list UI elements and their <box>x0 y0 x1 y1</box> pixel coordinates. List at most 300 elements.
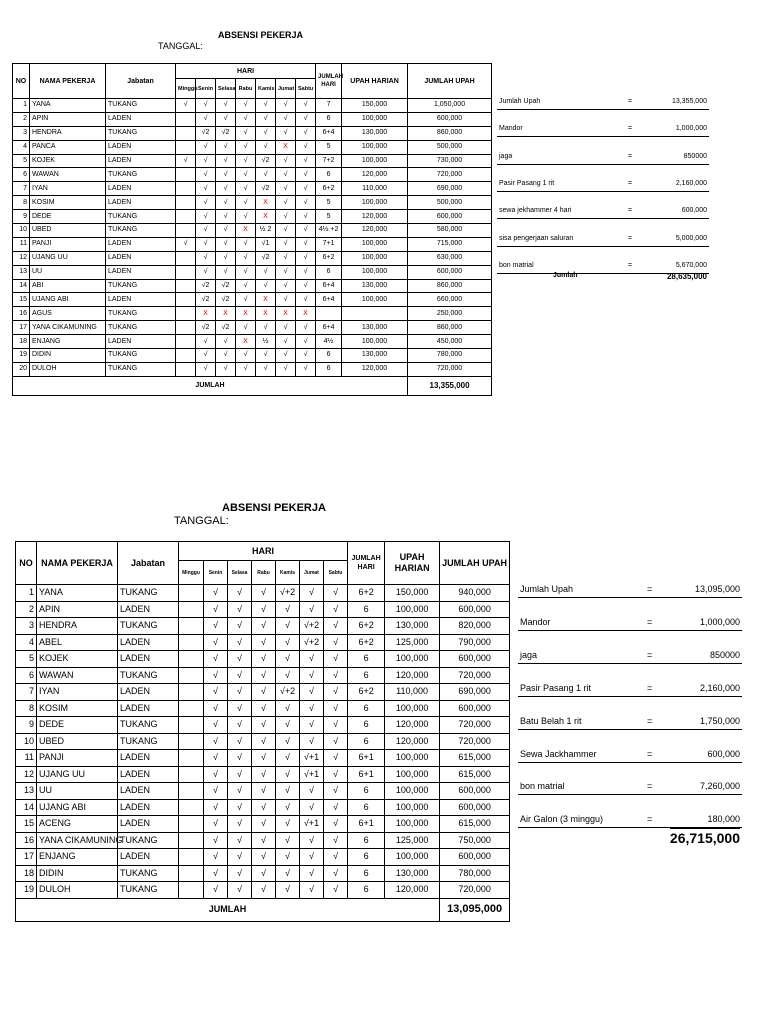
total-days: 5 <box>316 140 342 154</box>
daily-wage: 110,000 <box>342 182 408 196</box>
day-mark: √ <box>276 99 296 113</box>
total-days: 6 <box>348 700 385 717</box>
total-wage: 600,000 <box>440 849 510 866</box>
day-mark: √ <box>256 349 276 363</box>
day-mark: √ <box>256 140 276 154</box>
table-row <box>13 112 492 126</box>
summary-row <box>518 683 742 697</box>
day-mark: √ <box>256 99 276 113</box>
cost-summary <box>518 584 742 854</box>
summary-label: jaga <box>520 649 538 660</box>
day-mark: √ <box>252 766 276 783</box>
worker-name: IYAN <box>37 684 118 701</box>
day-mark: √ <box>296 154 316 168</box>
col-header-daily-wage: UPAH HARIAN <box>342 64 408 99</box>
day-mark: √ <box>276 362 296 376</box>
summary-value: 180,000 <box>707 814 740 825</box>
day-mark: X <box>256 307 276 321</box>
summary-value: 7,260,000 <box>699 781 740 792</box>
day-mark: √2 <box>196 321 216 335</box>
day-mark: √ <box>276 237 296 251</box>
day-mark: √ <box>216 362 236 376</box>
day-mark: √ <box>252 700 276 717</box>
row-number: 5 <box>16 651 37 668</box>
daily-wage: 150,000 <box>385 585 440 602</box>
attendance-table <box>12 63 492 396</box>
worker-name: YANA <box>30 99 106 113</box>
table-row <box>16 750 510 767</box>
day-mark: √ <box>236 237 256 251</box>
day-mark: √ <box>252 684 276 701</box>
attendance-table <box>15 541 510 922</box>
row-number: 14 <box>16 799 37 816</box>
row-number: 19 <box>13 349 30 363</box>
day-mark <box>176 140 196 154</box>
day-mark: √ <box>252 634 276 651</box>
row-number: 15 <box>16 816 37 833</box>
worker-name: ACENG <box>37 816 118 833</box>
worker-job: LADEN <box>106 196 176 210</box>
daily-wage: 100,000 <box>342 251 408 265</box>
summary-label: bon matrial <box>499 261 534 269</box>
day-mark: √ <box>196 196 216 210</box>
day-mark: √ <box>276 849 300 866</box>
worker-name: UBED <box>30 224 106 238</box>
total-days: 6 <box>348 783 385 800</box>
total-wage: 720,000 <box>440 717 510 734</box>
worker-job: LADEN <box>118 651 179 668</box>
worker-job: TUKANG <box>118 832 179 849</box>
summary-value: 600,000 <box>707 748 740 759</box>
day-mark: √ <box>296 321 316 335</box>
worker-job: LADEN <box>106 265 176 279</box>
summary-label: jaga <box>499 152 513 160</box>
day-mark: √ <box>300 832 324 849</box>
summary-value: 2,160,000 <box>675 179 707 187</box>
day-mark: √ <box>300 783 324 800</box>
daily-wage: 100,000 <box>385 750 440 767</box>
day-mark: √ <box>204 618 228 635</box>
total-wage: 660,000 <box>408 293 492 307</box>
day-mark: √ <box>236 99 256 113</box>
day-mark: √ <box>256 168 276 182</box>
daily-wage: 130,000 <box>342 279 408 293</box>
total-wage: 600,000 <box>408 112 492 126</box>
day-mark: √ <box>236 210 256 224</box>
worker-job: LADEN <box>118 634 179 651</box>
total-wage: 615,000 <box>440 750 510 767</box>
day-mark: √ <box>204 816 228 833</box>
summary-row <box>518 617 742 631</box>
day-mark <box>176 335 196 349</box>
day-mark: √ <box>204 832 228 849</box>
table-row <box>13 140 492 154</box>
col-header-no: NO <box>13 64 30 99</box>
table-row <box>13 321 492 335</box>
summary-label: Pasir Pasang 1 rit <box>520 682 592 693</box>
total-wage: 720,000 <box>440 733 510 750</box>
table-row <box>13 279 492 293</box>
row-number: 17 <box>13 321 30 335</box>
day-mark: √ <box>276 293 296 307</box>
row-number: 10 <box>13 224 30 238</box>
total-days: 6 <box>316 112 342 126</box>
worker-job: LADEN <box>118 700 179 717</box>
day-mark: X <box>236 335 256 349</box>
worker-name: PANJI <box>30 237 106 251</box>
day-mark <box>179 849 204 866</box>
daily-wage: 100,000 <box>342 196 408 210</box>
row-number: 7 <box>16 684 37 701</box>
day-header: Selasa <box>228 561 252 585</box>
day-mark: √ <box>228 601 252 618</box>
day-mark <box>179 783 204 800</box>
worker-job: TUKANG <box>106 279 176 293</box>
day-mark: √+2 <box>300 634 324 651</box>
daily-wage: 130,000 <box>385 865 440 882</box>
total-days: 6 <box>348 865 385 882</box>
day-mark: √2 <box>256 182 276 196</box>
day-mark <box>176 265 196 279</box>
total-wage: 1,050,000 <box>408 99 492 113</box>
day-mark <box>176 210 196 224</box>
total-wage: 500,000 <box>408 140 492 154</box>
day-mark: √ <box>216 265 236 279</box>
row-number: 19 <box>16 882 37 899</box>
daily-wage: 120,000 <box>385 882 440 899</box>
daily-wage: 100,000 <box>342 112 408 126</box>
day-mark: √ <box>300 717 324 734</box>
day-mark: √ <box>276 832 300 849</box>
worker-job: TUKANG <box>118 585 179 602</box>
day-mark: √ <box>252 733 276 750</box>
summary-label: bon matrial <box>520 781 565 792</box>
day-mark: X <box>256 210 276 224</box>
summary-value: 850000 <box>709 649 740 660</box>
worker-name: UU <box>37 783 118 800</box>
day-mark: X <box>276 307 296 321</box>
row-number: 14 <box>13 279 30 293</box>
day-mark: √ <box>176 99 196 113</box>
day-mark: √ <box>252 816 276 833</box>
day-mark: √ <box>252 832 276 849</box>
day-mark: √ <box>216 210 236 224</box>
summary-value: 1,750,000 <box>699 715 740 726</box>
day-mark: √ <box>216 182 236 196</box>
row-number: 8 <box>16 700 37 717</box>
worker-job: TUKANG <box>106 126 176 140</box>
cost-summary <box>497 98 709 298</box>
day-mark <box>179 766 204 783</box>
day-mark: √ <box>256 112 276 126</box>
row-number: 7 <box>13 182 30 196</box>
total-wage: 720,000 <box>408 362 492 376</box>
daily-wage: 100,000 <box>385 601 440 618</box>
day-mark: √ <box>276 634 300 651</box>
table-row <box>13 99 492 113</box>
summary-equals: = <box>647 814 653 825</box>
total-label: JUMLAH <box>13 376 408 395</box>
worker-name: DIDIN <box>37 865 118 882</box>
day-mark: √ <box>276 279 296 293</box>
day-mark <box>179 684 204 701</box>
day-mark: √ <box>276 717 300 734</box>
total-days: 6 <box>348 882 385 899</box>
worker-job: LADEN <box>106 251 176 265</box>
row-number: 3 <box>13 126 30 140</box>
day-mark <box>179 717 204 734</box>
day-mark: √ <box>252 601 276 618</box>
total-wage: 615,000 <box>440 816 510 833</box>
worker-name: PANCA <box>30 140 106 154</box>
total-wage: 600,000 <box>440 783 510 800</box>
worker-job: TUKANG <box>118 667 179 684</box>
day-mark: √ <box>228 799 252 816</box>
total-days: 6 <box>316 349 342 363</box>
summary-row <box>518 716 742 730</box>
day-mark: X <box>256 196 276 210</box>
day-mark: √ <box>324 882 348 899</box>
day-mark <box>179 601 204 618</box>
day-mark: √ <box>204 799 228 816</box>
day-mark: √ <box>204 700 228 717</box>
summary-row <box>497 180 709 192</box>
total-days: 6 <box>348 733 385 750</box>
day-mark: √ <box>252 667 276 684</box>
total-wage: 750,000 <box>440 832 510 849</box>
day-mark: √ <box>196 182 216 196</box>
total-wage: 600,000 <box>440 799 510 816</box>
day-mark: √ <box>296 293 316 307</box>
day-mark: √+1 <box>300 750 324 767</box>
table-row <box>13 293 492 307</box>
total-wage: 630,000 <box>408 251 492 265</box>
day-mark: √ <box>228 618 252 635</box>
day-mark: √ <box>324 651 348 668</box>
day-mark: √ <box>216 99 236 113</box>
day-mark <box>179 651 204 668</box>
row-number: 16 <box>13 307 30 321</box>
day-mark: √ <box>300 667 324 684</box>
day-mark: X <box>196 307 216 321</box>
table-row <box>16 585 510 602</box>
day-mark: √ <box>228 882 252 899</box>
worker-job: TUKANG <box>118 717 179 734</box>
day-mark: √ <box>196 265 216 279</box>
day-mark: √+1 <box>300 766 324 783</box>
day-mark: X <box>236 224 256 238</box>
day-mark <box>176 168 196 182</box>
day-mark: √ <box>300 849 324 866</box>
worker-job: LADEN <box>118 601 179 618</box>
total-wage: 720,000 <box>440 882 510 899</box>
day-mark: √ <box>216 335 236 349</box>
total-wage: 715,000 <box>408 237 492 251</box>
total-wage: 790,000 <box>440 634 510 651</box>
worker-job: TUKANG <box>118 733 179 750</box>
summary-equals: = <box>628 125 633 133</box>
table-row <box>13 224 492 238</box>
day-header: Jumat <box>276 79 296 99</box>
total-wage: 600,000 <box>408 210 492 224</box>
day-mark: √ <box>296 140 316 154</box>
col-header-total-days: JUMLAH HARI <box>348 542 385 585</box>
day-mark: √ <box>204 717 228 734</box>
total-value: 13,355,000 <box>408 376 492 395</box>
day-mark <box>179 750 204 767</box>
daily-wage: 100,000 <box>385 799 440 816</box>
day-mark: √ <box>204 585 228 602</box>
day-mark: √ <box>276 667 300 684</box>
summary-row <box>518 749 742 763</box>
total-days: 6+4 <box>316 293 342 307</box>
row-number: 11 <box>16 750 37 767</box>
day-mark: √2 <box>196 126 216 140</box>
day-mark: √ <box>324 766 348 783</box>
col-header-job: Jabatan <box>118 542 179 585</box>
worker-name: KOJEK <box>30 154 106 168</box>
day-mark: √ <box>236 251 256 265</box>
day-mark: √ <box>276 882 300 899</box>
total-wage: 860,000 <box>408 126 492 140</box>
table-row <box>13 362 492 376</box>
summary-value: 2,160,000 <box>699 682 740 693</box>
total-days: 7 <box>316 99 342 113</box>
summary-row <box>497 235 709 247</box>
row-number: 1 <box>13 99 30 113</box>
total-wage: 860,000 <box>408 321 492 335</box>
day-mark: √ <box>196 154 216 168</box>
summary-equals: = <box>628 152 633 160</box>
day-mark <box>176 126 196 140</box>
worker-name: DEDE <box>30 210 106 224</box>
total-wage: 250,000 <box>408 307 492 321</box>
worker-job: TUKANG <box>106 224 176 238</box>
day-mark: √ <box>228 667 252 684</box>
day-header: Senin <box>204 561 228 585</box>
day-mark: √ <box>296 335 316 349</box>
table-row <box>16 783 510 800</box>
day-mark: √ <box>300 585 324 602</box>
day-mark: √ <box>324 849 348 866</box>
day-mark: √ <box>324 816 348 833</box>
day-mark: √ <box>216 237 236 251</box>
row-number: 13 <box>16 783 37 800</box>
daily-wage: 130,000 <box>342 349 408 363</box>
day-mark: √ <box>324 700 348 717</box>
day-mark: √ <box>236 154 256 168</box>
summary-value: 1,000,000 <box>699 616 740 627</box>
row-number: 1 <box>16 585 37 602</box>
day-mark: √ <box>276 224 296 238</box>
worker-job: LADEN <box>106 182 176 196</box>
table-row <box>13 251 492 265</box>
total-days: 6+1 <box>348 816 385 833</box>
day-mark: √ <box>296 99 316 113</box>
worker-job: TUKANG <box>106 99 176 113</box>
day-mark: √ <box>204 733 228 750</box>
daily-wage: 120,000 <box>342 224 408 238</box>
total-days: 6+2 <box>348 585 385 602</box>
total-days: 6+2 <box>348 634 385 651</box>
day-mark: √ <box>204 750 228 767</box>
day-mark: √ <box>276 733 300 750</box>
daily-wage: 100,000 <box>385 651 440 668</box>
daily-wage: 120,000 <box>385 717 440 734</box>
summary-row <box>497 153 709 165</box>
worker-job: TUKANG <box>106 321 176 335</box>
day-mark <box>179 733 204 750</box>
col-header-days: HARI <box>176 64 316 79</box>
col-header-name: NAMA PEKERJA <box>30 64 106 99</box>
table-row <box>16 601 510 618</box>
day-mark: √ <box>276 251 296 265</box>
day-mark: √ <box>216 251 236 265</box>
daily-wage: 100,000 <box>342 237 408 251</box>
day-header: Senin <box>196 79 216 99</box>
total-days: 6 <box>316 265 342 279</box>
col-header-total-days: JUMLAH HARI <box>316 64 342 99</box>
day-mark: √ <box>296 126 316 140</box>
daily-wage: 110,000 <box>385 684 440 701</box>
summary-row <box>518 584 742 598</box>
worker-job: LADEN <box>118 799 179 816</box>
day-mark: √ <box>228 684 252 701</box>
table-row <box>16 733 510 750</box>
day-mark: √ <box>276 750 300 767</box>
total-wage: 780,000 <box>408 349 492 363</box>
row-number: 12 <box>13 251 30 265</box>
day-mark: √ <box>196 349 216 363</box>
day-mark: √ <box>276 154 296 168</box>
summary-equals: = <box>628 207 633 215</box>
summary-label: Mandor <box>499 125 523 133</box>
day-mark: √ <box>324 799 348 816</box>
total-wage: 500,000 <box>408 196 492 210</box>
daily-wage: 125,000 <box>385 832 440 849</box>
worker-job: LADEN <box>118 766 179 783</box>
daily-wage: 120,000 <box>385 733 440 750</box>
summary-row <box>497 98 709 110</box>
day-mark: √ <box>300 865 324 882</box>
day-mark: √ <box>276 816 300 833</box>
total-days: 6+1 <box>348 750 385 767</box>
summary-total-value: 26,715,000 <box>669 830 740 847</box>
summary-label: Sewa Jackhammer <box>520 748 597 759</box>
day-mark: √ <box>276 112 296 126</box>
day-mark: √ <box>236 293 256 307</box>
day-mark: √ <box>324 601 348 618</box>
day-mark: X <box>216 307 236 321</box>
table-row <box>13 182 492 196</box>
day-mark: √ <box>228 766 252 783</box>
worker-job: LADEN <box>118 783 179 800</box>
worker-job: LADEN <box>118 684 179 701</box>
summary-equals: = <box>647 584 653 594</box>
day-mark: √ <box>216 112 236 126</box>
day-mark: √ <box>252 882 276 899</box>
day-mark: X <box>256 293 276 307</box>
day-mark: √ <box>300 733 324 750</box>
table-row <box>16 618 510 635</box>
table-row <box>13 307 492 321</box>
col-header-total-wage: JUMLAH UPAH <box>408 64 492 99</box>
day-mark: √ <box>228 585 252 602</box>
table-row <box>16 667 510 684</box>
daily-wage: 100,000 <box>342 335 408 349</box>
day-header: Minggu <box>176 79 196 99</box>
day-mark: √ <box>216 349 236 363</box>
